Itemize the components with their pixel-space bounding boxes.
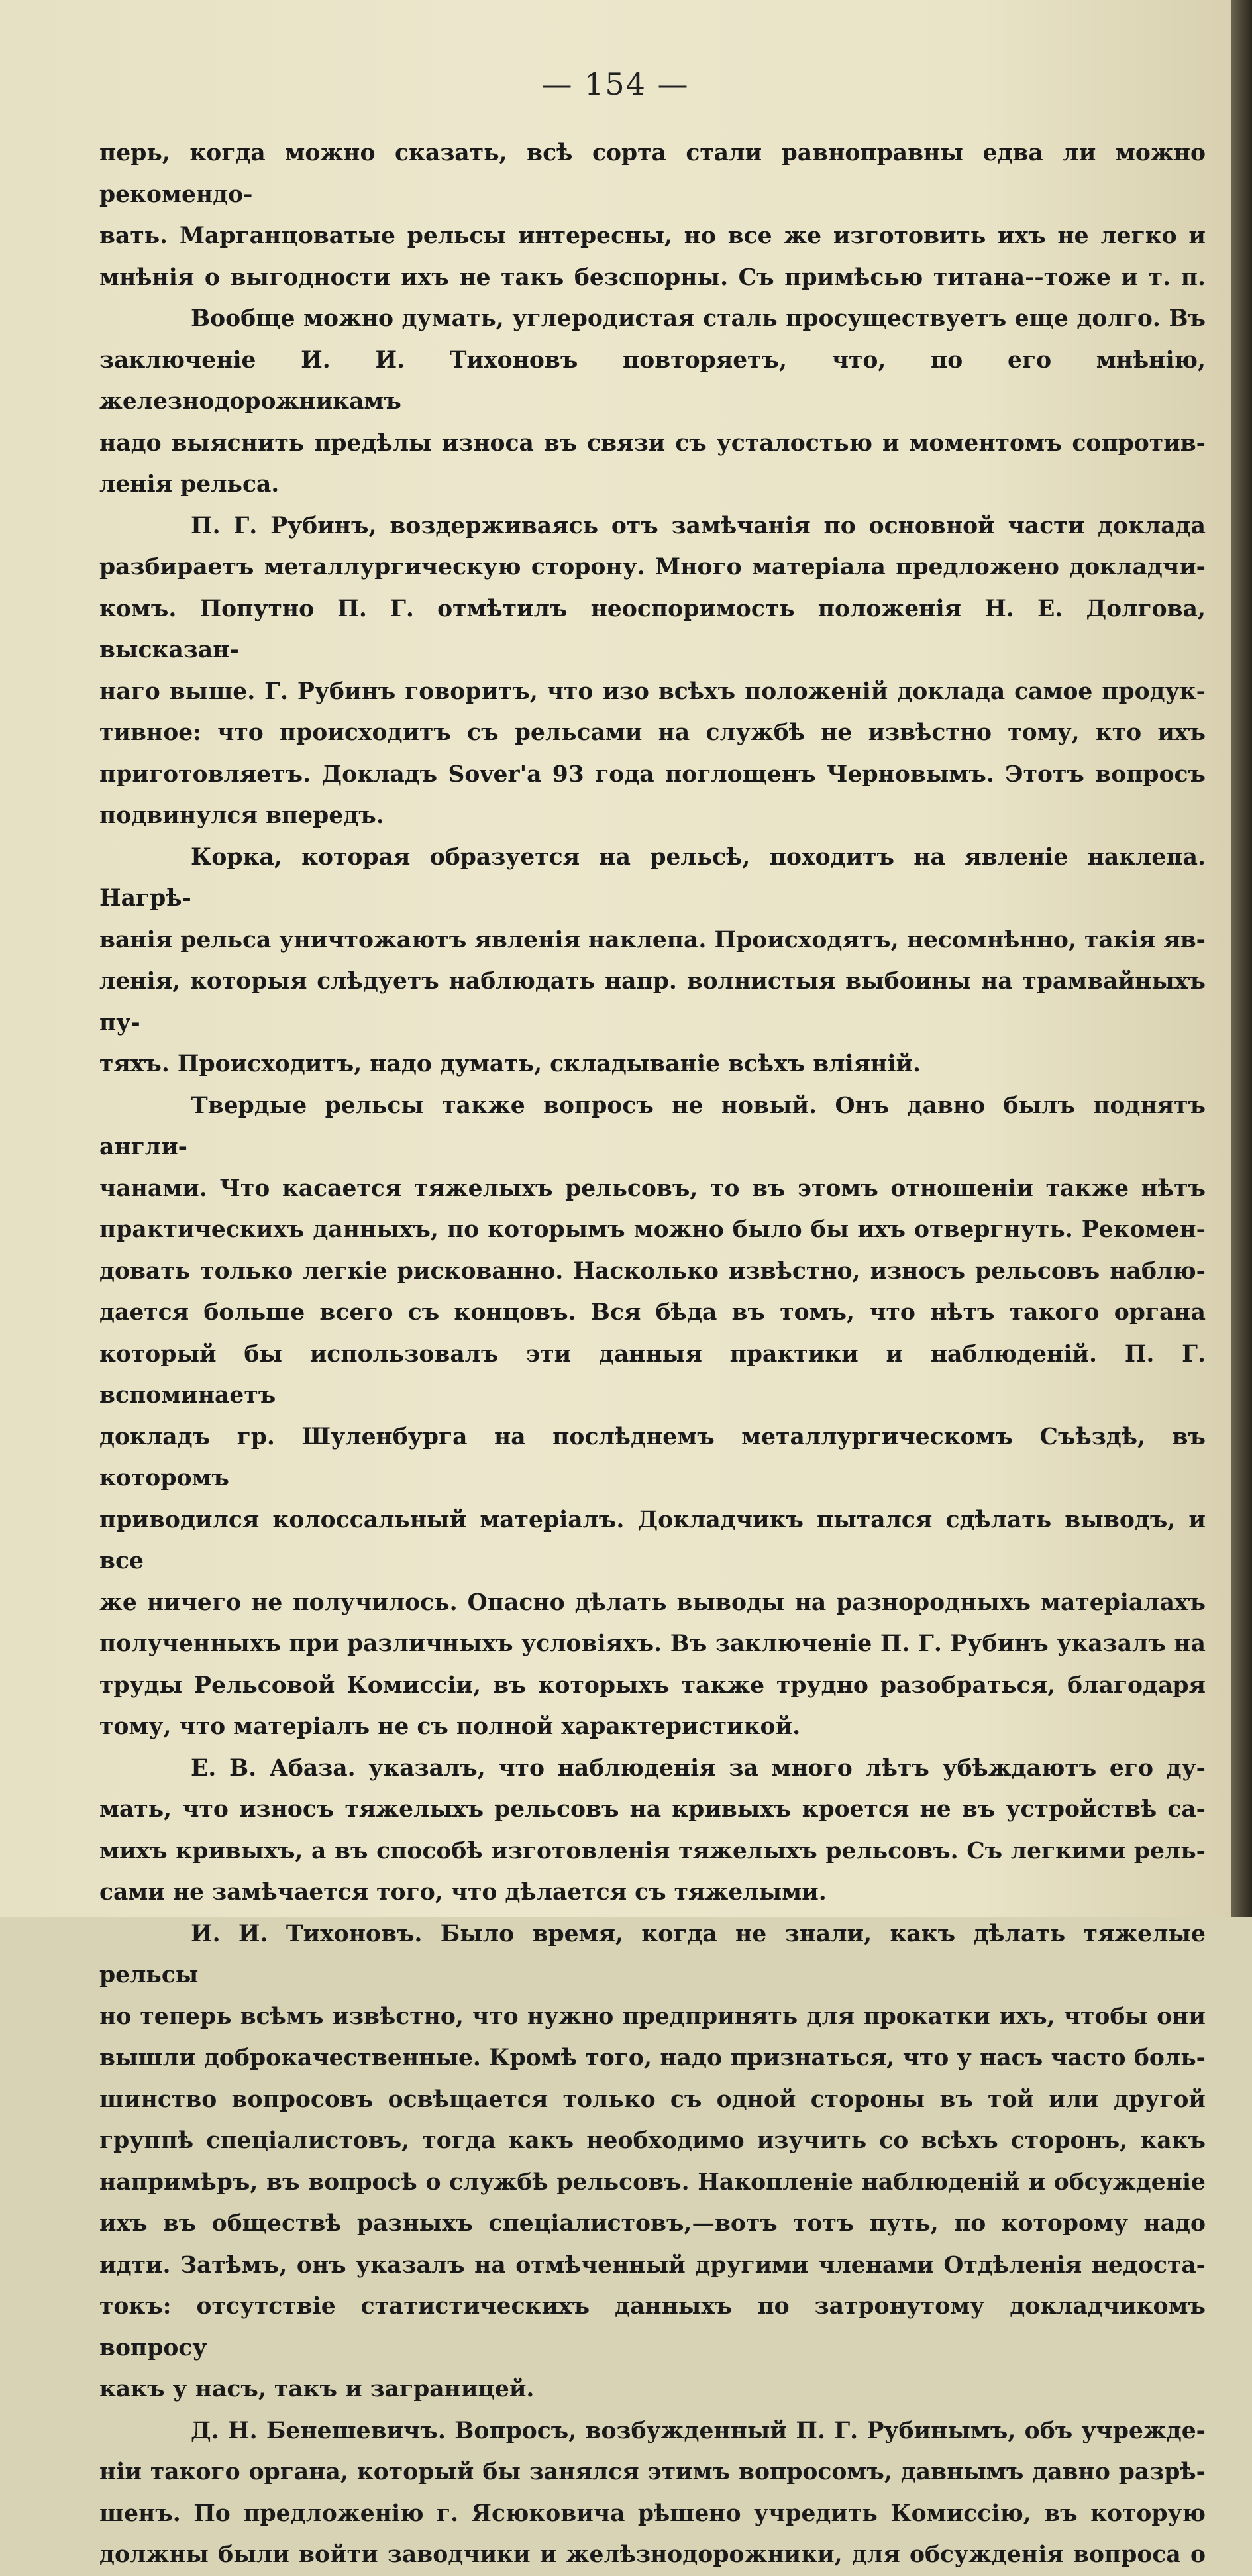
text-line: Д. Н. Бенешевичъ. Вопросъ, возбужденный П. Г. Рубинымъ, объ учрежде-: [191, 2417, 1206, 2444]
text-line: Корка, которая образуется на рельсѣ, походитъ на явленіе наклепа. Нагрѣ-: [99, 843, 1206, 912]
text-line: Вообще можно думать, углеродистая сталь просуществуетъ еще долго. Въ: [191, 305, 1206, 332]
text-line: шинство вопросовъ освѣщается только съ одной стороны въ той или другой: [99, 2086, 1206, 2113]
text-line: который бы использовалъ эти данныя практики и наблюденій. П. Г. вспоминаетъ: [99, 1340, 1206, 1409]
text-line: но теперь всѣмъ извѣстно, что нужно предпринять для прокатки ихъ, чтобы они: [99, 2003, 1206, 2030]
text-line: сами не замѣчается того, что дѣлается съ тяжелыми.: [99, 1879, 827, 1905]
page-number: — 154 —: [541, 66, 690, 102]
text-line: чанами. Что касается тяжелыхъ рельсовъ, то въ этомъ отношеніи также нѣтъ: [99, 1175, 1206, 1202]
text-line: группѣ спеціалистовъ, тогда какъ необходимо изучить со всѣхъ сторонъ, какъ: [99, 2127, 1206, 2154]
text-line: И. И. Тихоновъ. Было время, когда не знали, какъ дѣлать тяжелые рельсы: [99, 1920, 1206, 1988]
text-line: разбираетъ металлургическую сторону. Много матеріала предложено докладчи-: [99, 554, 1206, 580]
text-line: приводился колоссальный матеріалъ. Докладчикъ пытался сдѣлать выводъ, и все: [99, 1506, 1206, 1574]
text-line: надо выяснить предѣлы износа въ связи съ усталостью и моментомъ сопротив-: [99, 429, 1206, 456]
text-line: должны были войти заводчики и желѣзнодорожники, для обсужденія вопроса о: [99, 2542, 1206, 2568]
text-line: ленія рельса.: [99, 471, 280, 498]
text-line: полученныхъ при различныхъ условіяхъ. Въ заключеніе П. Г. Рубинъ указалъ на: [99, 1631, 1206, 1657]
text-line: перь, когда можно сказать, всѣ сорта стали равноправны едва ли можно рекомендо-: [99, 140, 1206, 208]
text-line: же ничего не получилось. Опасно дѣлать выводы на разнородныхъ матеріалахъ: [99, 1589, 1206, 1616]
text-line: тивное: что происходитъ съ рельсами на службѣ не извѣстно тому, кто ихъ: [99, 720, 1206, 746]
text-line: михъ кривыхъ, а въ способѣ изготовленія тяжелыхъ рельсовъ. Съ легкими рель-: [99, 1837, 1206, 1864]
page-text: [99, 133, 1206, 2576]
text-line: тяхъ. Происходитъ, надо думать, складываніе всѣхъ вліяній.: [99, 1051, 921, 1077]
text-line: какъ у насъ, такъ и заграницей.: [99, 2376, 535, 2402]
text-line: мать, что износъ тяжелыхъ рельсовъ на кривыхъ кроется не въ устройствѣ са-: [99, 1796, 1206, 1823]
text-line: заключеніе И. И. Тихоновъ повторяетъ, что, по его мнѣнію, железнодорожникамъ: [99, 347, 1206, 415]
text-line: практическихъ данныхъ, по которымъ можно было бы ихъ отвергнуть. Рекомен-: [99, 1216, 1206, 1243]
text-line: тому, что матеріалъ не съ полной характеристикой.: [99, 1713, 801, 1740]
text-line: довать только легкіе рискованно. Насколько извѣстно, износъ рельсовъ наблю-: [99, 1258, 1206, 1285]
text-line: токъ: отсутствіе статистическихъ данныхъ по затронутому докладчикомъ вопросу: [99, 2293, 1206, 2361]
text-line: подвинулся впередъ.: [99, 802, 384, 829]
text-line: дается больше всего съ концовъ. Вся бѣда въ томъ, что нѣтъ такого органа: [99, 1299, 1206, 1326]
text-line: Е. В. Абаза. указалъ, что наблюденія за много лѣтъ убѣждаютъ его ду-: [191, 1754, 1206, 1782]
text-line: вать. Марганцоватые рельсы интересны, но все же изготовить ихъ не легко и: [99, 223, 1206, 249]
text-line: ніи такого органа, который бы занялся этимъ вопросомъ, давнымъ давно разрѣ-: [99, 2459, 1206, 2485]
text-line: Твердые рельсы также вопросъ не новый. Онъ давно былъ поднятъ англи-: [99, 1092, 1206, 1160]
text-line: мнѣнія о выгодности ихъ не такъ безспорны. Съ примѣсью титана--тоже и т. п.: [99, 264, 1206, 291]
book-spine-shadow: [1231, 0, 1252, 1917]
text-line: комъ. Попутно П. Г. отмѣтилъ неоспоримость положенія Н. Е. Долгова, высказан-: [99, 595, 1206, 663]
text-line: ихъ въ обществѣ разныхъ спеціалистовъ,—вотъ тотъ путь, по которому надо: [99, 2210, 1206, 2237]
text-line: докладъ гр. Шуленбурга на послѣднемъ металлургическомъ Съѣздѣ, въ которомъ: [99, 1423, 1206, 1491]
text-line: вышли доброкачественные. Кромѣ того, надо признаться, что у насъ часто боль-: [99, 2045, 1206, 2071]
text-line: идти. Затѣмъ, онъ указалъ на отмѣченный другими членами Отдѣленія недоста-: [99, 2251, 1206, 2279]
text-line: наго выше. Г. Рубинъ говоритъ, что изо всѣхъ положеній доклада самое продук-: [99, 678, 1206, 705]
text-line: ленія, которыя слѣдуетъ наблюдать напр. волнистыя выбоины на трамвайныхъ пу-: [99, 968, 1206, 1036]
text-line: приготовляетъ. Докладъ Sover'a 93 года поглощенъ Черновымъ. Этотъ вопросъ: [99, 761, 1206, 788]
text-line: труды Рельсовой Комиссіи, въ которыхъ также трудно разобраться, благодаря: [99, 1672, 1206, 1699]
text-line: напримѣръ, въ вопросѣ о службѣ рельсовъ. Накопленіе наблюденій и обсужденіе: [99, 2169, 1206, 2196]
text-line: ванія рельса уничтожаютъ явленія наклепа. Происходятъ, несомнѣнно, такія яв-: [99, 926, 1206, 953]
text-line: шенъ. По предложенію г. Ясюковича рѣшено учредить Комиссію, въ которую: [99, 2500, 1206, 2527]
text-line: П. Г. Рубинъ, воздерживаясь отъ замѣчанія по основной части доклада: [191, 512, 1206, 539]
